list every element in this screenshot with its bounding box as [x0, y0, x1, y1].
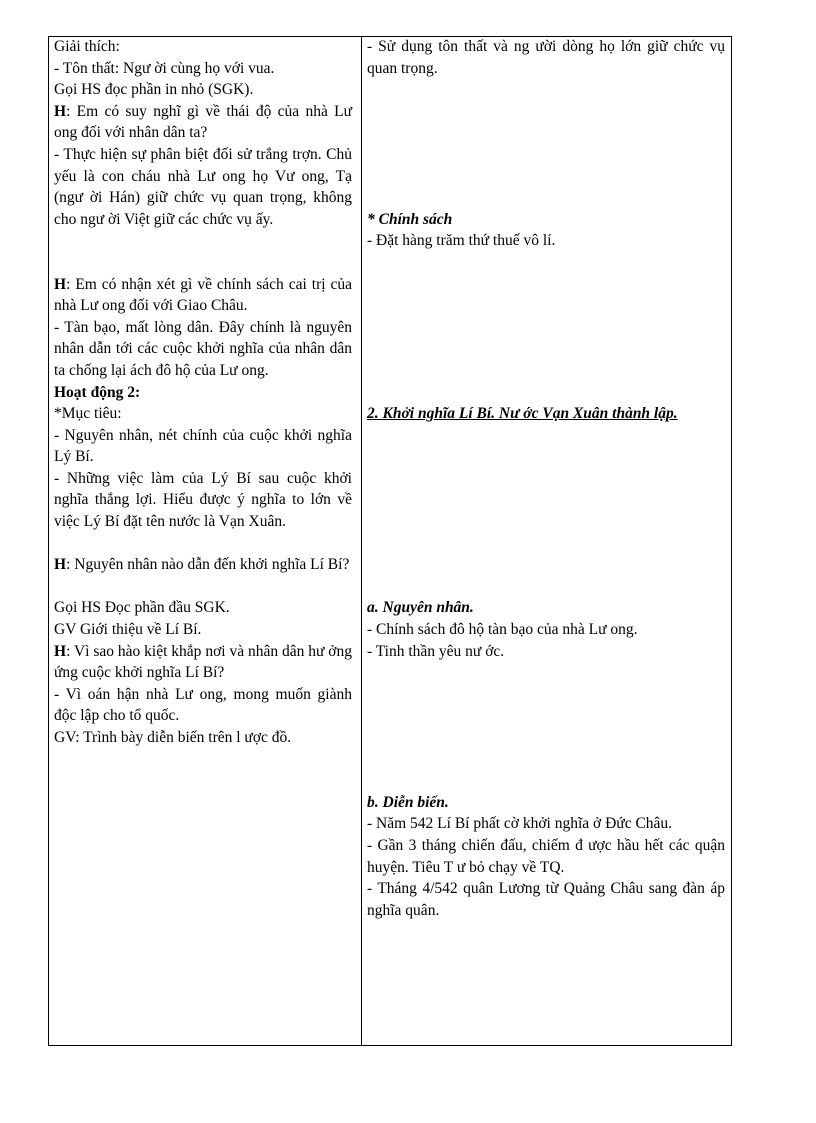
answer-1: - Thực hiện sự phân biệt đối sử trắng trợn. Chủ yếu là con cháu nhà Lư ong họ Vư ong, Tạ (ngư ời Hán) giữ chức vụ quan trọng, không cho ngư ời Việt giữ các chức vụ ấy.: [54, 145, 352, 228]
cause-item: - Chính sách đô hộ tàn bạo của nhà Lư ong.: [367, 621, 638, 639]
cause-item: - Tinh thần yêu nư ớc.: [367, 642, 505, 660]
column-divider: [361, 36, 362, 1046]
activity-2-heading: Hoạt động 2:: [54, 383, 141, 401]
question-text: : Em có suy nghĩ gì về thái độ của nhà Lư ong đối với nhân dân ta?: [54, 102, 352, 142]
question-2: [54, 274, 352, 317]
question-text: : Nguyên nhân nào dẫn đến khởi nghĩa Lí Bí?: [66, 556, 350, 574]
question-label: H: [54, 102, 67, 120]
read-small-print-instruction: Gọi HS đọc phần in nhỏ (SGK).: [54, 81, 254, 99]
read-sgk-instruction: Gọi HS Đọc phần đầu SGK.: [54, 599, 230, 617]
right-column: [367, 36, 725, 921]
question-3: [54, 554, 352, 576]
answer-2: - Tàn bạo, mất lòng dân. Đây chính là nguyên nhân dẫn tới các cuộc khởi nghĩa của nhân dân ta chống lại ách đô hộ của Lư ong.: [54, 318, 352, 379]
ton-that-definition: - Tôn thất: Ngư ời cùng họ với vua.: [54, 59, 275, 77]
question-1: [54, 101, 352, 144]
events-heading: b. Diễn biến.: [367, 793, 449, 811]
objective-2: - Những việc làm của Lý Bí sau cuộc khởi nghĩa thắng lợi. Hiểu được ý nghĩa to lớn về việc Lý Bí đặt tên nước là Vạn Xuân.: [54, 469, 352, 531]
question-text: : Em có nhận xét gì về chính sách cai trị của nhà Lư ong đối với Giao Châu.: [54, 275, 352, 315]
causes-heading: a. Nguyên nhân.: [367, 599, 474, 617]
answer-4: - Vì oán hận nhà Lư ong, mong muốn giành độc lập cho tổ quốc.: [54, 685, 352, 725]
use-of-relatives: - Sử dụng tôn thất và ng ười dòng họ lớn giữ chức vụ quan trọng.: [367, 38, 725, 77]
teacher-introduces: GV Giới thiệu về Lí Bí.: [54, 621, 202, 639]
left-column: [54, 36, 352, 749]
objective-1: - Nguyên nhân, nét chính của cuộc khởi nghĩa Lý Bí.: [54, 426, 352, 466]
explanation-heading: Giải thích:: [54, 38, 120, 55]
question-text: : Vì sao hào kiệt khắp nơi và nhân dân hư ởng ứng cuộc khởi nghĩa Lí Bí?: [54, 642, 352, 682]
event-item: - Năm 542 Lí Bí phất cờ khởi nghĩa ở Đức Châu.: [367, 815, 673, 833]
question-label: H: [54, 556, 67, 574]
section-2-heading: 2. Khởi nghĩa Lí Bí. Nư ớc Vạn Xuân thành lập.: [367, 405, 678, 423]
policy-heading: * Chính sách: [367, 210, 453, 228]
policy-item: - Đặt hàng trăm thứ thuế vô lí.: [367, 232, 556, 250]
event-item: - Tháng 4/542 quân Lương từ Quảng Châu sang đàn áp nghĩa quân.: [367, 880, 725, 919]
question-4: [54, 641, 352, 684]
teacher-presents-map: GV: Trình bày diễn biến trên l ược đồ.: [54, 729, 292, 746]
question-label: H: [54, 642, 67, 660]
objectives-heading: *Mục tiêu:: [54, 405, 122, 423]
question-label: H: [54, 275, 67, 293]
event-item: - Gần 3 tháng chiến đấu, chiếm đ ược hầu hết các quận huyện. Tiêu T ư bỏ chạy về TQ.: [367, 836, 725, 876]
